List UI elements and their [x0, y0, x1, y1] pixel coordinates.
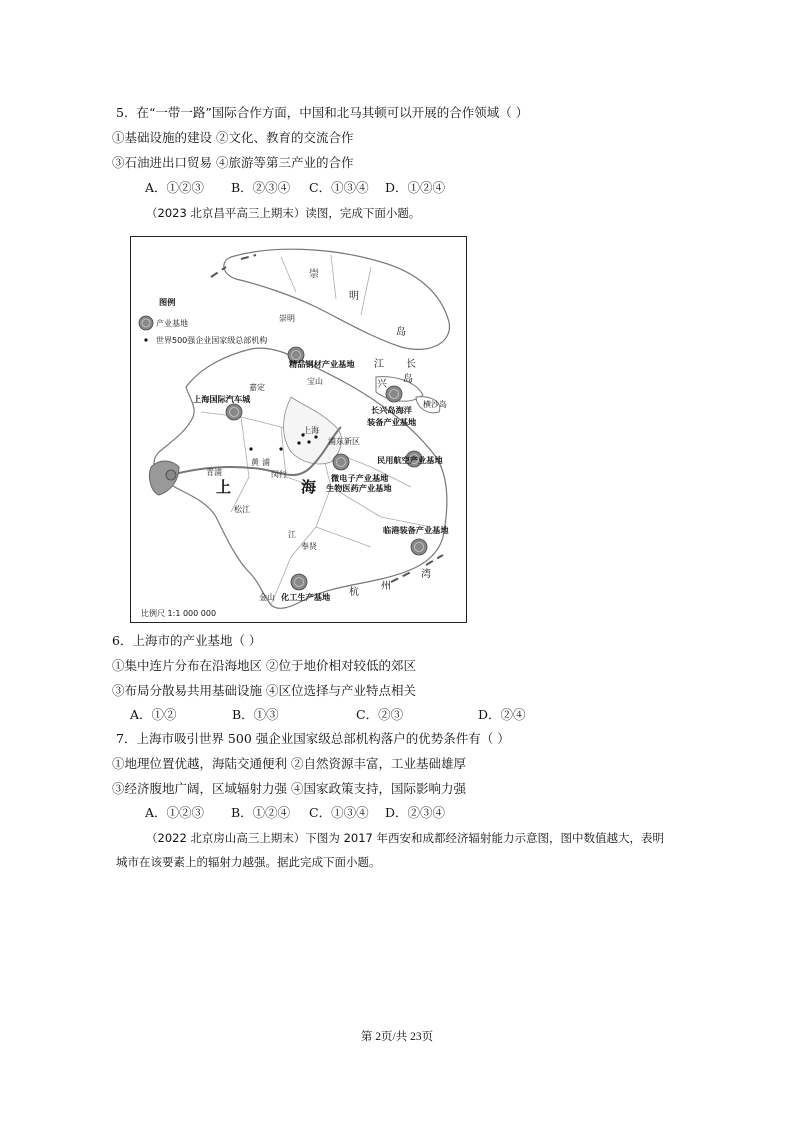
- label-microelectronics-base: 微电子产业基地: [331, 473, 389, 483]
- label-changxing-base-2: 装备产业基地: [367, 417, 417, 427]
- q7-statements-2: ③经济腹地广阔，区域辐射力强 ④国家政策支持，国际影响力强: [112, 781, 466, 796]
- place-ming: 明: [349, 291, 359, 302]
- label-auto-city: 上海国际汽车城: [193, 394, 251, 404]
- place-shanghai: 上海: [303, 426, 319, 435]
- place-hengsha: 横沙岛: [423, 400, 447, 409]
- q5-option-a[interactable]: A．①②③: [145, 180, 205, 195]
- q7-stem: 7．上海市吸引世界 500 强企业国家级总部机构落户的优势条件有（ ）: [116, 731, 510, 746]
- place-zhou: 州: [381, 581, 391, 592]
- q6-option-b[interactable]: B．①③: [232, 707, 279, 722]
- context-1: （2023 北京昌平高三上期末）读图，完成下面小题。: [146, 206, 421, 220]
- place-dao: 岛: [396, 327, 406, 338]
- q5-option-c[interactable]: C．①③④: [309, 180, 369, 195]
- place-jiang-river: 江: [288, 530, 296, 539]
- place-hai: 海: [301, 478, 317, 496]
- q5-statements-2: ③石油进出口贸易 ④旅游等第三产业的合作: [112, 155, 354, 170]
- label-aviation-base: 民用航空产业基地: [377, 455, 443, 465]
- place-qingpu: 青浦: [206, 468, 222, 477]
- place-changxing-dao: 岛: [403, 374, 413, 385]
- place-huang: 黄: [251, 458, 259, 467]
- q6-option-d[interactable]: D．②④: [478, 707, 526, 722]
- q5-statements-1: ①基础设施的建设 ②文化、教育的交流合作: [112, 130, 354, 145]
- place-pu: 浦: [262, 458, 270, 467]
- q6-statements-1: ①集中连片分布在沿海地区 ②位于地价相对较低的郊区: [112, 658, 416, 673]
- place-chongming: 崇明: [279, 314, 295, 323]
- label-steel-base: 精品钢材产业基地: [289, 359, 355, 369]
- q7-option-a[interactable]: A．①②③: [145, 805, 205, 820]
- place-jiang: 江: [374, 359, 384, 370]
- label-changxing-base-1: 长兴岛海洋: [371, 405, 412, 415]
- place-songjiang: 松江: [234, 505, 250, 514]
- place-wan: 湾: [421, 569, 431, 580]
- place-fengxian: 奉贤: [301, 542, 317, 551]
- place-jiading: 嘉定: [249, 383, 265, 392]
- q5-option-d[interactable]: D．①②④: [385, 180, 446, 195]
- q6-statements-2: ③布局分散易共用基础设施 ④区位选择与产业特点相关: [112, 683, 416, 698]
- q6-option-a[interactable]: A．①②: [130, 707, 177, 722]
- label-chemical-base: 化工生产基地: [281, 592, 331, 602]
- page-footer: 第 2页/共 23页: [360, 1031, 434, 1043]
- place-pudong: 浦东新区: [328, 437, 360, 446]
- q6-stem: 6．上海市的产业基地（ ）: [112, 633, 262, 648]
- q5-stem: 5．在“一带一路”国际合作方面，中国和北马其顿可以开展的合作领域（ ）: [116, 105, 529, 120]
- place-chang: 长: [406, 359, 416, 370]
- place-xing: 兴: [377, 379, 387, 390]
- context-2-line-2: 城市在该要素上的辐射力越强。据此完成下面小题。: [116, 855, 381, 869]
- q7-option-c[interactable]: C．①③④: [309, 805, 369, 820]
- map-scale: 比例尺 1:1 000 000: [141, 609, 217, 618]
- place-jinshan: 金山: [259, 593, 275, 602]
- context-2-line-1: （2022 北京房山高三上期末）下图为 2017 年西安和成都经济辐射能力示意图，图中数值越大，表明: [146, 831, 664, 845]
- legend-industry-base: 产业基地: [156, 319, 188, 328]
- q7-option-b[interactable]: B．①②④: [231, 805, 291, 820]
- shanghai-industry-map: [130, 236, 467, 623]
- place-hang: 杭: [349, 587, 359, 598]
- q7-statements-1: ①地理位置优越，海陆交通便利 ②自然资源丰富，工业基础雄厚: [112, 756, 466, 771]
- place-baoshan: 宝山: [307, 377, 323, 386]
- place-chong: 崇: [309, 269, 319, 280]
- q6-option-c[interactable]: C．②③: [356, 707, 404, 722]
- legend-title: 图例: [159, 297, 176, 307]
- place-minhang: 闵行: [271, 470, 287, 479]
- legend-hq: 世界500强企业国家级总部机构: [156, 336, 268, 345]
- q5-option-b[interactable]: B．②③④: [231, 180, 291, 195]
- q7-option-d[interactable]: D．②③④: [385, 805, 446, 820]
- label-biomedical-base: 生物医药产业基地: [326, 483, 392, 493]
- label-lingang-base: 临港装备产业基地: [383, 525, 449, 535]
- chongming-island-shape: [224, 249, 450, 349]
- place-shang: 上: [216, 478, 232, 496]
